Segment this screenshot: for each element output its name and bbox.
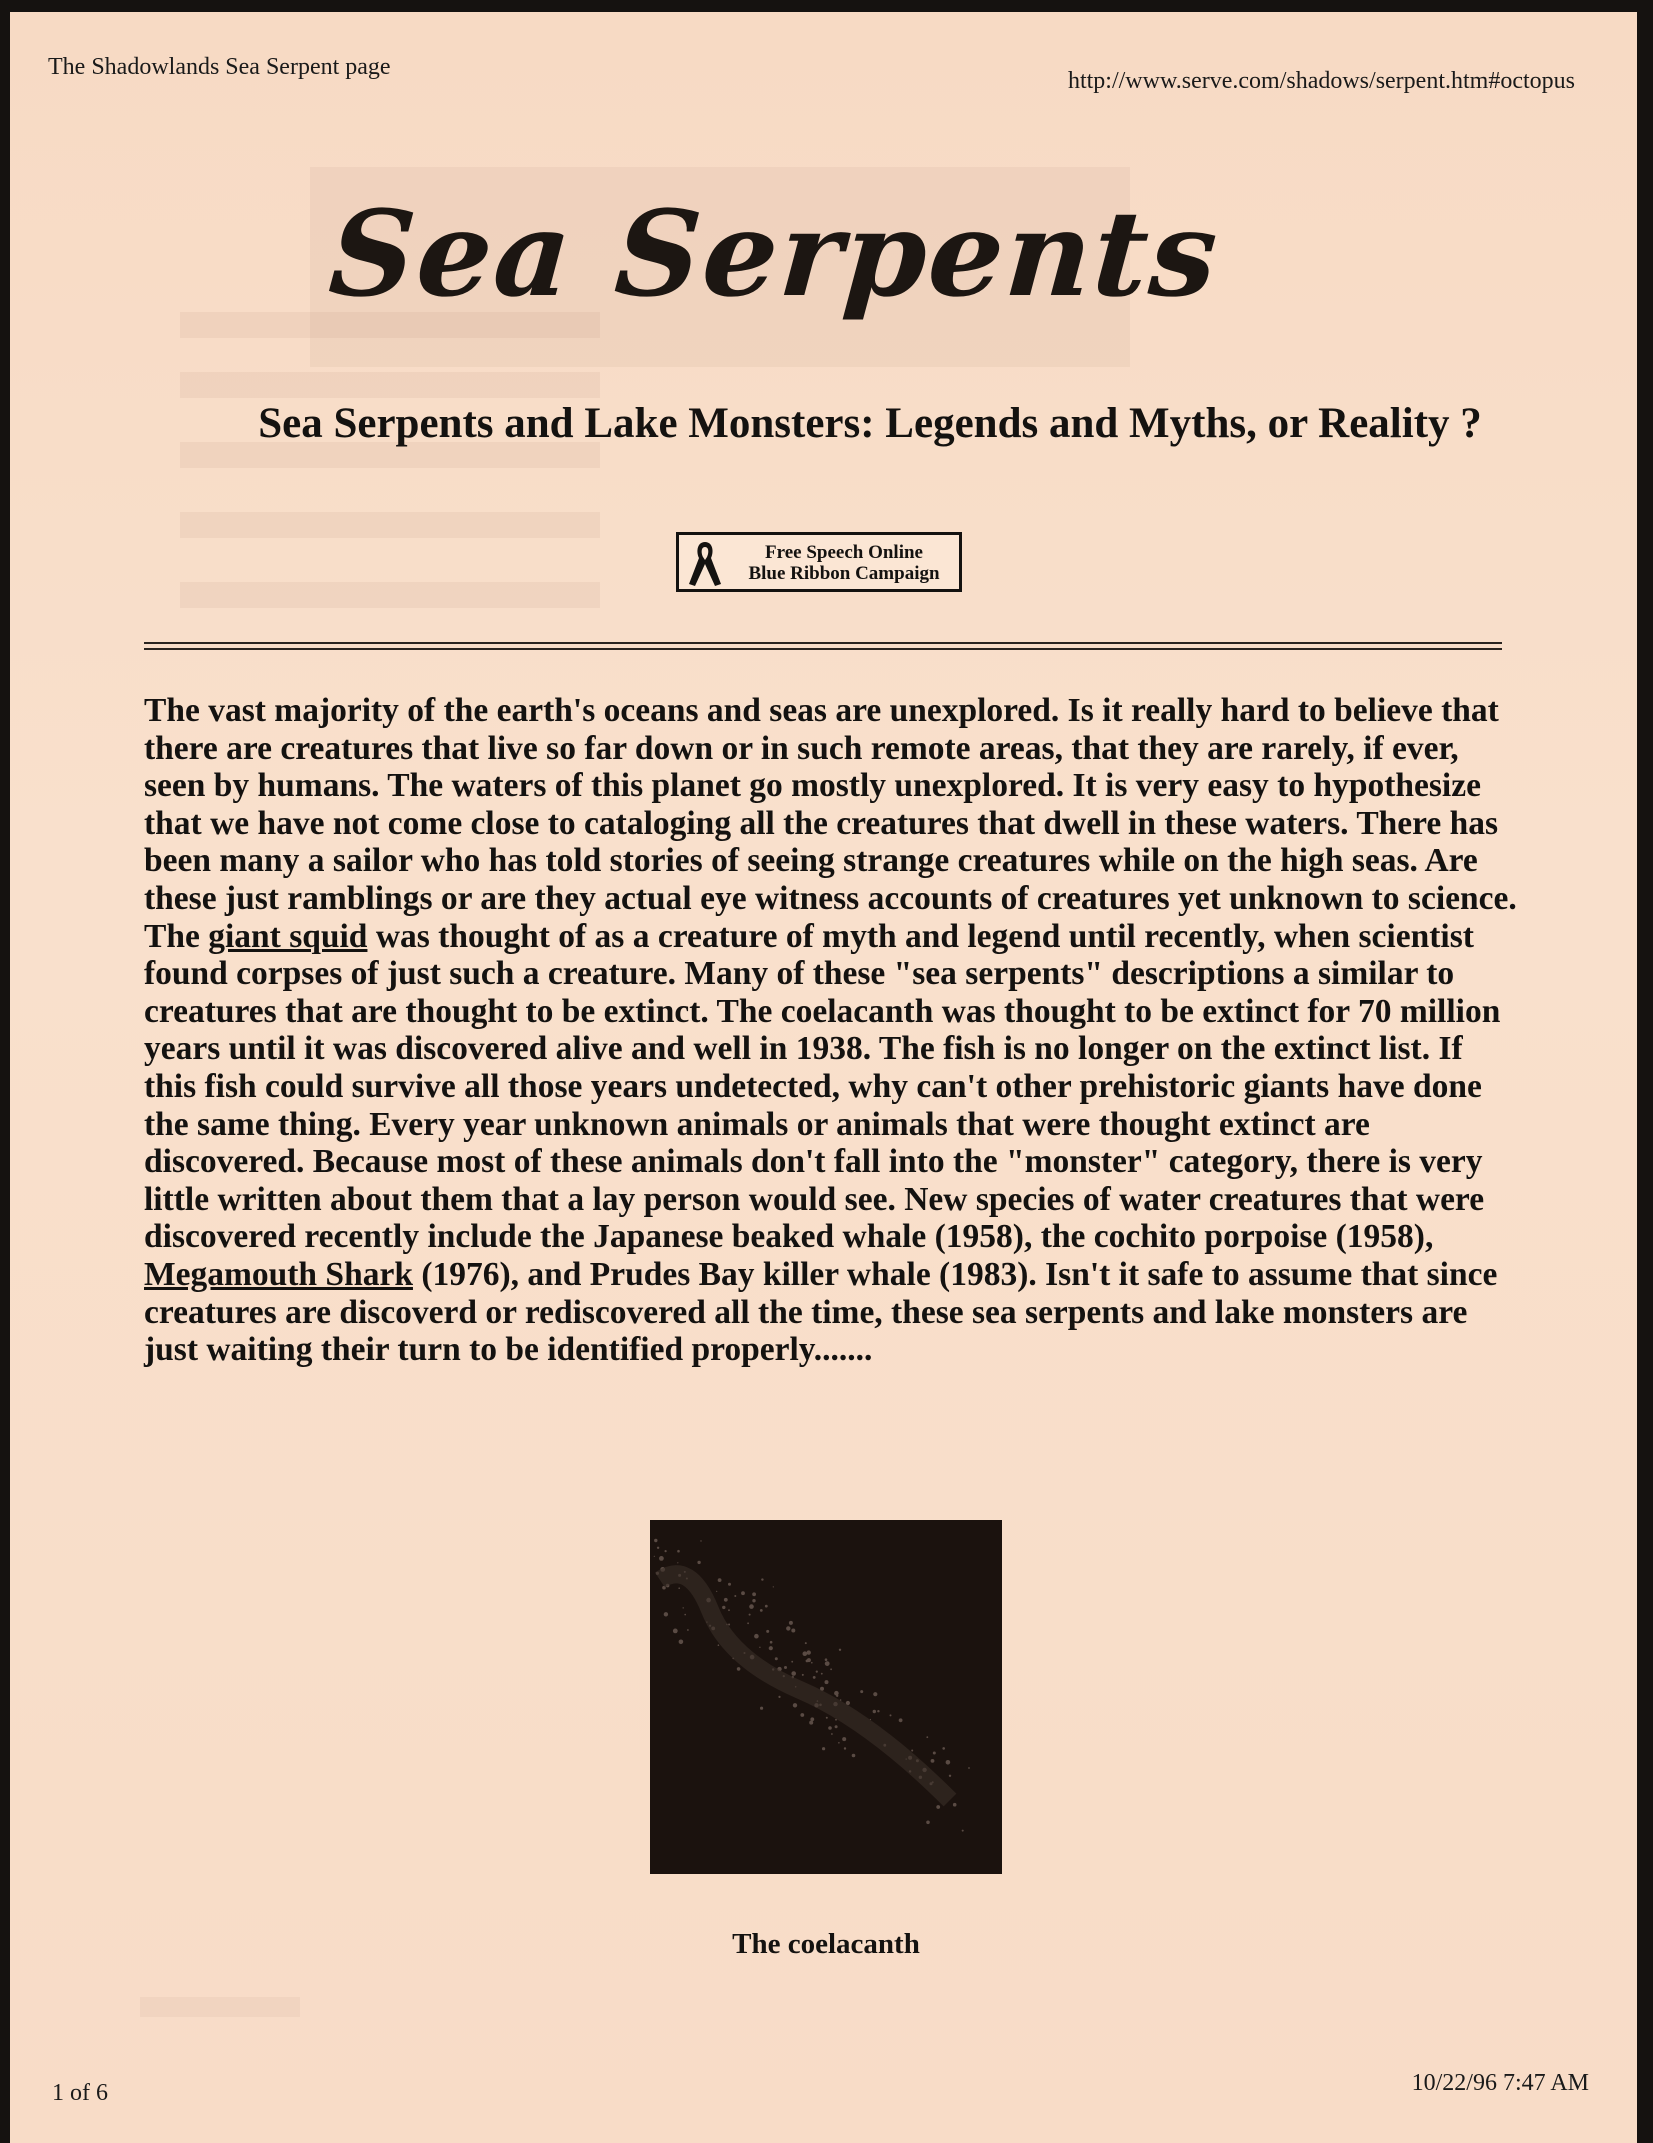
blue-ribbon-badge[interactable] [676,532,962,592]
print-footer-page-count: 1 of 6 [52,2080,108,2106]
ribbon-icon [685,538,725,590]
coelacanth-photo [650,1520,1002,1874]
print-header-title: The Shadowlands Sea Serpent page [48,54,391,80]
horizontal-divider [144,642,1502,650]
print-header-url: http://www.serve.com/shadows/serpent.htm#octopus [1067,68,1575,94]
figure-caption: The coelacanth [732,1928,920,1960]
show-through-line [180,512,600,538]
coelacanth-image-icon [650,1520,1002,1874]
badge-line-1: Free Speech Online [765,542,923,563]
page-subtitle: Sea Serpents and Lake Monsters: Legends and Myths, or Reality ? [258,400,1482,447]
printed-page [10,12,1637,2143]
print-footer-datetime: 10/22/96 7:47 AM [1411,2070,1589,2096]
show-through-line [140,1997,300,2017]
show-through-line [180,372,600,398]
article-text-part-2: was thought of as a creature of myth and legend until recently, when scientist found corpses of just such a creature. Many of these "sea serpents" descriptions a similar to creatures that are thought to be extinct. The coelacanth was thought to be extinct for 70 million years until it was discovered alive and well in 1938. The fish is no longer on the extinct list. If this fish could survive all those years undetected, why can't other prehistoric giants have done the same thing. Every year unknown animals or animals that were thought extinct are discovered. Because most of these animals don't fall into the "monster" category, there is very little written about them that a lay person would see. New species of water creatures that were discovered recently include the Japanese beaked whale (1958), the cochito porpoise (1958), [144,917,1501,1256]
badge-line-2: Blue Ribbon Campaign [748,563,940,584]
giant-squid-link[interactable]: giant squid [208,917,368,955]
article-text-part-1: The vast majority of the earth's oceans and seas are unexplored. Is it really hard to believe that there are creatures that live so far down or in such remote areas, that they are rarely, if ever, seen by humans. The waters of this planet go mostly unexplored. It is very easy to hypothesize that we have not come close to cataloging all the creatures that dwell in these waters. There has been many a sailor who has told stories of seeing strange creatures while on the high seas. Are these just ramblings or are they actual eye witness accounts of creatures yet unknown to science. The [144,692,1517,955]
article-paragraph [144,692,1519,1369]
banner-title: Sea Serpents [325,184,1224,323]
article-text-part-3: (1976), and Prudes Bay killer whale (1983). Isn't it safe to assume that since creatures are discoverd or rediscovered all the time, these sea serpents and lake monsters are just waiting their turn to be identified properly....... [144,1255,1498,1369]
megamouth-shark-link[interactable]: Megamouth Shark [144,1255,413,1293]
show-through-line [180,582,600,608]
